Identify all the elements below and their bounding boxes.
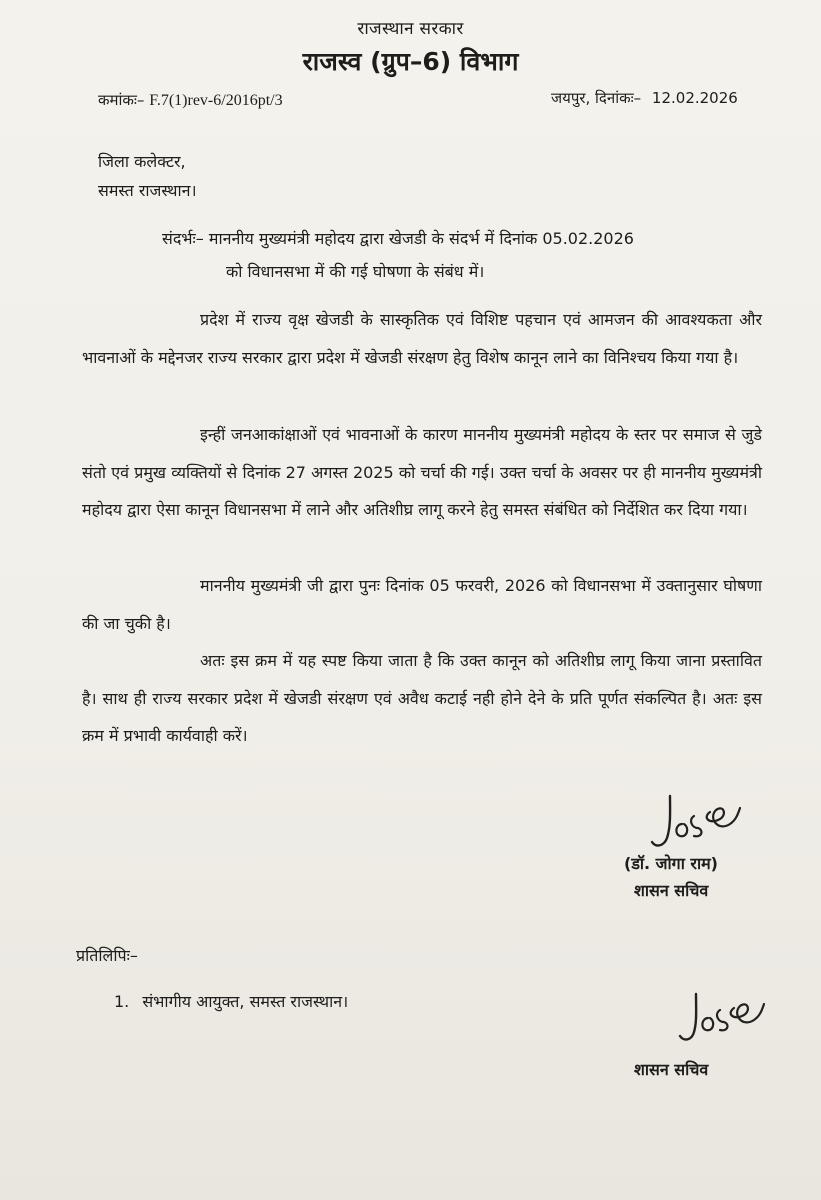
addressee-line-2: समस्त राजस्थान। [98, 181, 197, 200]
letter-date: 12.02.2026 [651, 89, 738, 107]
copy-item [114, 990, 348, 1012]
reference-label: कमांकः– [98, 91, 145, 109]
paragraph-3: माननीय मुख्यमंत्री जी द्वारा पुनः दिनांक 05 फरवरी, 2026 को विधानसभा में उक्तानुसार घोषणा की जा चुकी है। [82, 576, 762, 633]
copy-signature-image [672, 988, 772, 1046]
department-header: राजस्व (ग्रुप–6) विभाग [302, 47, 519, 76]
signatory-designation: शासन सचिव [634, 881, 709, 900]
copy-label: प्रतिलिपिः– [76, 946, 138, 965]
reference-subject-line-2: को विधानसभा में की गई घोषणा के संबंध में। [226, 262, 485, 281]
signatory-name: (डॉ. जोगा राम) [624, 854, 718, 873]
addressee-line-1: जिला कलेक्टर, [98, 152, 186, 171]
reference-number [98, 90, 283, 110]
copy-item-number: 1. [114, 992, 130, 1011]
reference-value: F.7(1)rev-6/2016pt/3 [149, 92, 283, 109]
government-header: राजस्थान सरकार [357, 19, 464, 39]
place-date-label: जयपुर, दिनांकः– [551, 89, 642, 107]
reference-subject [162, 222, 764, 288]
paragraph-2: इन्हीं जनआकांक्षाओं एवं भावनाओं के कारण माननीय मुख्यमंत्री महोदय के स्तर पर समाज से जुडे संतो एवं प्रमुख व्यक्तियों से दिनांक 27 अगस्त 2025 को चर्चा की गई। उक्त चर्चा के अवसर पर ही माननीय मुख्यमंत्री महोदय द्वारा ऐसा कानून विधानसभा में लाने और अतिशीघ्र लागू करने हेतु समस्त संबंधित को निर्देशित कर दिया गया। [82, 425, 762, 519]
copy-item-text: संभागीय आयुक्त, समस्त राजस्थान। [142, 992, 349, 1011]
reference-subject-line-1: माननीय मुख्यमंत्री महोदय द्वारा खेजडी के संदर्भ में दिनांक 05.02.2026 [208, 229, 634, 248]
reference-subject-label: संदर्भः– [162, 229, 204, 248]
place-date [551, 88, 738, 108]
paragraph-4: अतः इस क्रम में यह स्पष्ट किया जाता है कि उक्त कानून को अतिशीघ्र लागू किया जाना प्रस्तावित है। साथ ही राज्य सरकार प्रदेश में खेजडी संरक्षण एवं अवैध कटाई नही होने देने के प्रति पूर्णत संकल्पित है। अतः इस क्रम में प्रभावी कार्यवाही करें। [82, 651, 762, 745]
signature-image [640, 790, 750, 852]
copy-designation: शासन सचिव [634, 1060, 709, 1079]
paragraph-1: प्रदेश में राज्य वृक्ष खेजडी के सास्कृतिक एवं विशिष्ट पहचान एवं आमजन की आवश्यकता और भावनाओं के मद्देनजर राज्य सरकार द्वारा प्रदेश में खेजडी संरक्षण हेतु विशेष कानून लाने का विनिश्चय किया गया है। [82, 310, 762, 367]
